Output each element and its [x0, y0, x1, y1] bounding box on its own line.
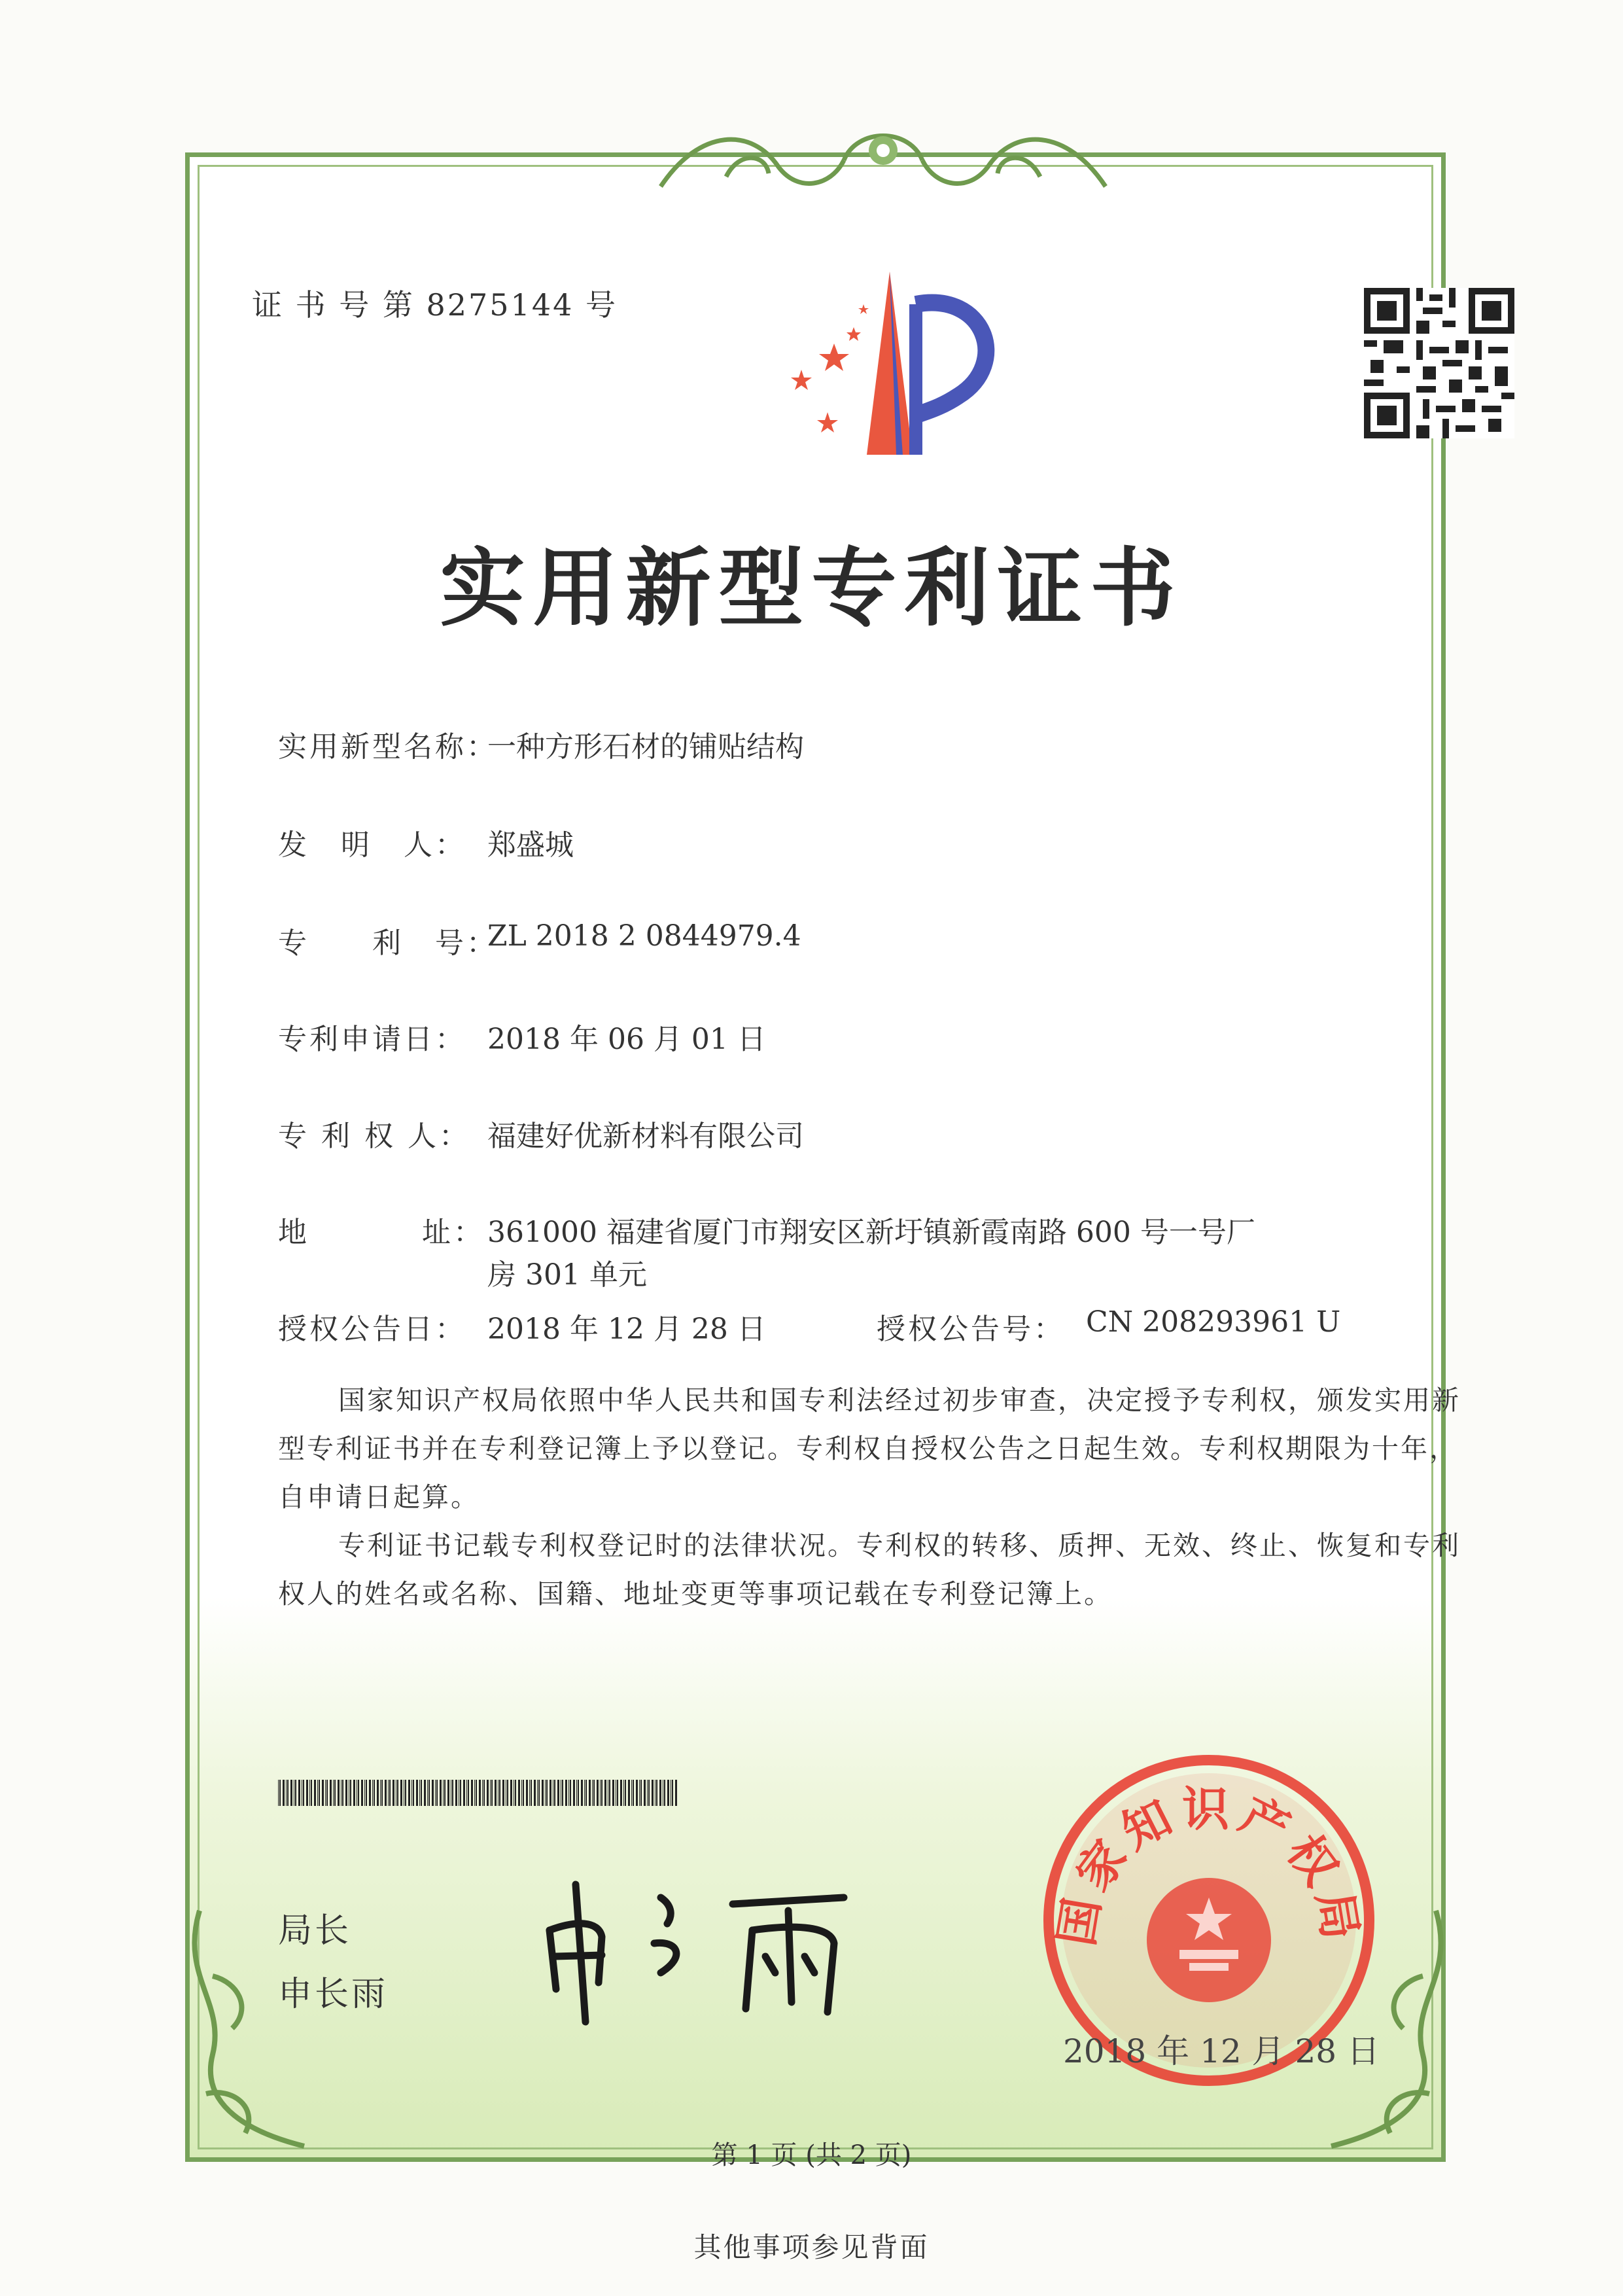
barcode-icon	[278, 1780, 680, 1806]
address-label-left: 地	[278, 1216, 309, 1249]
back-page-note: 其他事项参见背面	[693, 2231, 930, 2263]
top-ornament-icon	[648, 115, 1119, 200]
filing-date-value: 2018 年 06 月 01 日	[487, 1023, 766, 1056]
handwritten-signature	[536, 1858, 883, 2028]
certificate-number: 证 书 号 第 8275144 号	[252, 287, 618, 323]
legal-paragraph-1: 国家知识产权局依照中华人民共和国专利法经过初步审查，决定授予专利权，颁发实用新型专利证书并在专利登记簿上予以登记。专利权自授权公告之日起生效。专利权期限为十年，自申请日起算。	[278, 1385, 1461, 1513]
patentee-value: 福建好优新材料有限公司	[487, 1120, 804, 1153]
seal-date: 2018 年 12 月 28 日	[1063, 2032, 1380, 2070]
qr-code-icon	[1364, 288, 1514, 438]
grant-number-value: CN 208293961 U	[1086, 1305, 1341, 1339]
design-name-value: 一种方形石材的铺贴结构	[487, 730, 804, 764]
address-value-line1: 361000 福建省厦门市翔安区新圩镇新霞南路 600 号一号厂	[487, 1216, 1255, 1249]
patent-office-logo-icon	[762, 265, 1011, 461]
seal-text: 国家知识产权局	[1048, 1782, 1370, 1950]
grant-date-label: 授权公告日：	[278, 1313, 466, 1346]
inventor-label: 发 明 人：	[278, 828, 466, 862]
patent-number-value: ZL 2018 2 0844979.4	[487, 919, 801, 953]
filing-date-label: 专利申请日：	[278, 1023, 466, 1056]
grant-number-label: 授权公告号：	[877, 1313, 1065, 1346]
signatory-title: 局长	[278, 1911, 352, 1951]
address-label-right: 址：	[422, 1216, 485, 1249]
signatory-name: 申长雨	[278, 1975, 389, 2014]
certificate-title: 实用新型专利证书	[440, 538, 1183, 638]
legal-paragraph-2: 专利证书记载专利权登记时的法律状况。专利权的转移、质押、无效、终止、恢复和专利权人的姓名或名称、国籍、地址变更等事项记载在专利登记簿上。	[278, 1530, 1461, 1610]
inventor-value: 郑盛城	[487, 828, 574, 862]
grant-date-value: 2018 年 12 月 28 日	[487, 1313, 766, 1346]
patent-number-label: 专 利 号：	[278, 927, 498, 960]
address-value-line2: 房 301 单元	[487, 1258, 647, 1292]
page-number: 第 1 页 (共 2 页)	[711, 2140, 912, 2170]
patentee-label: 专 利 权 人：	[278, 1120, 470, 1153]
design-name-label: 实用新型名称：	[278, 730, 498, 764]
